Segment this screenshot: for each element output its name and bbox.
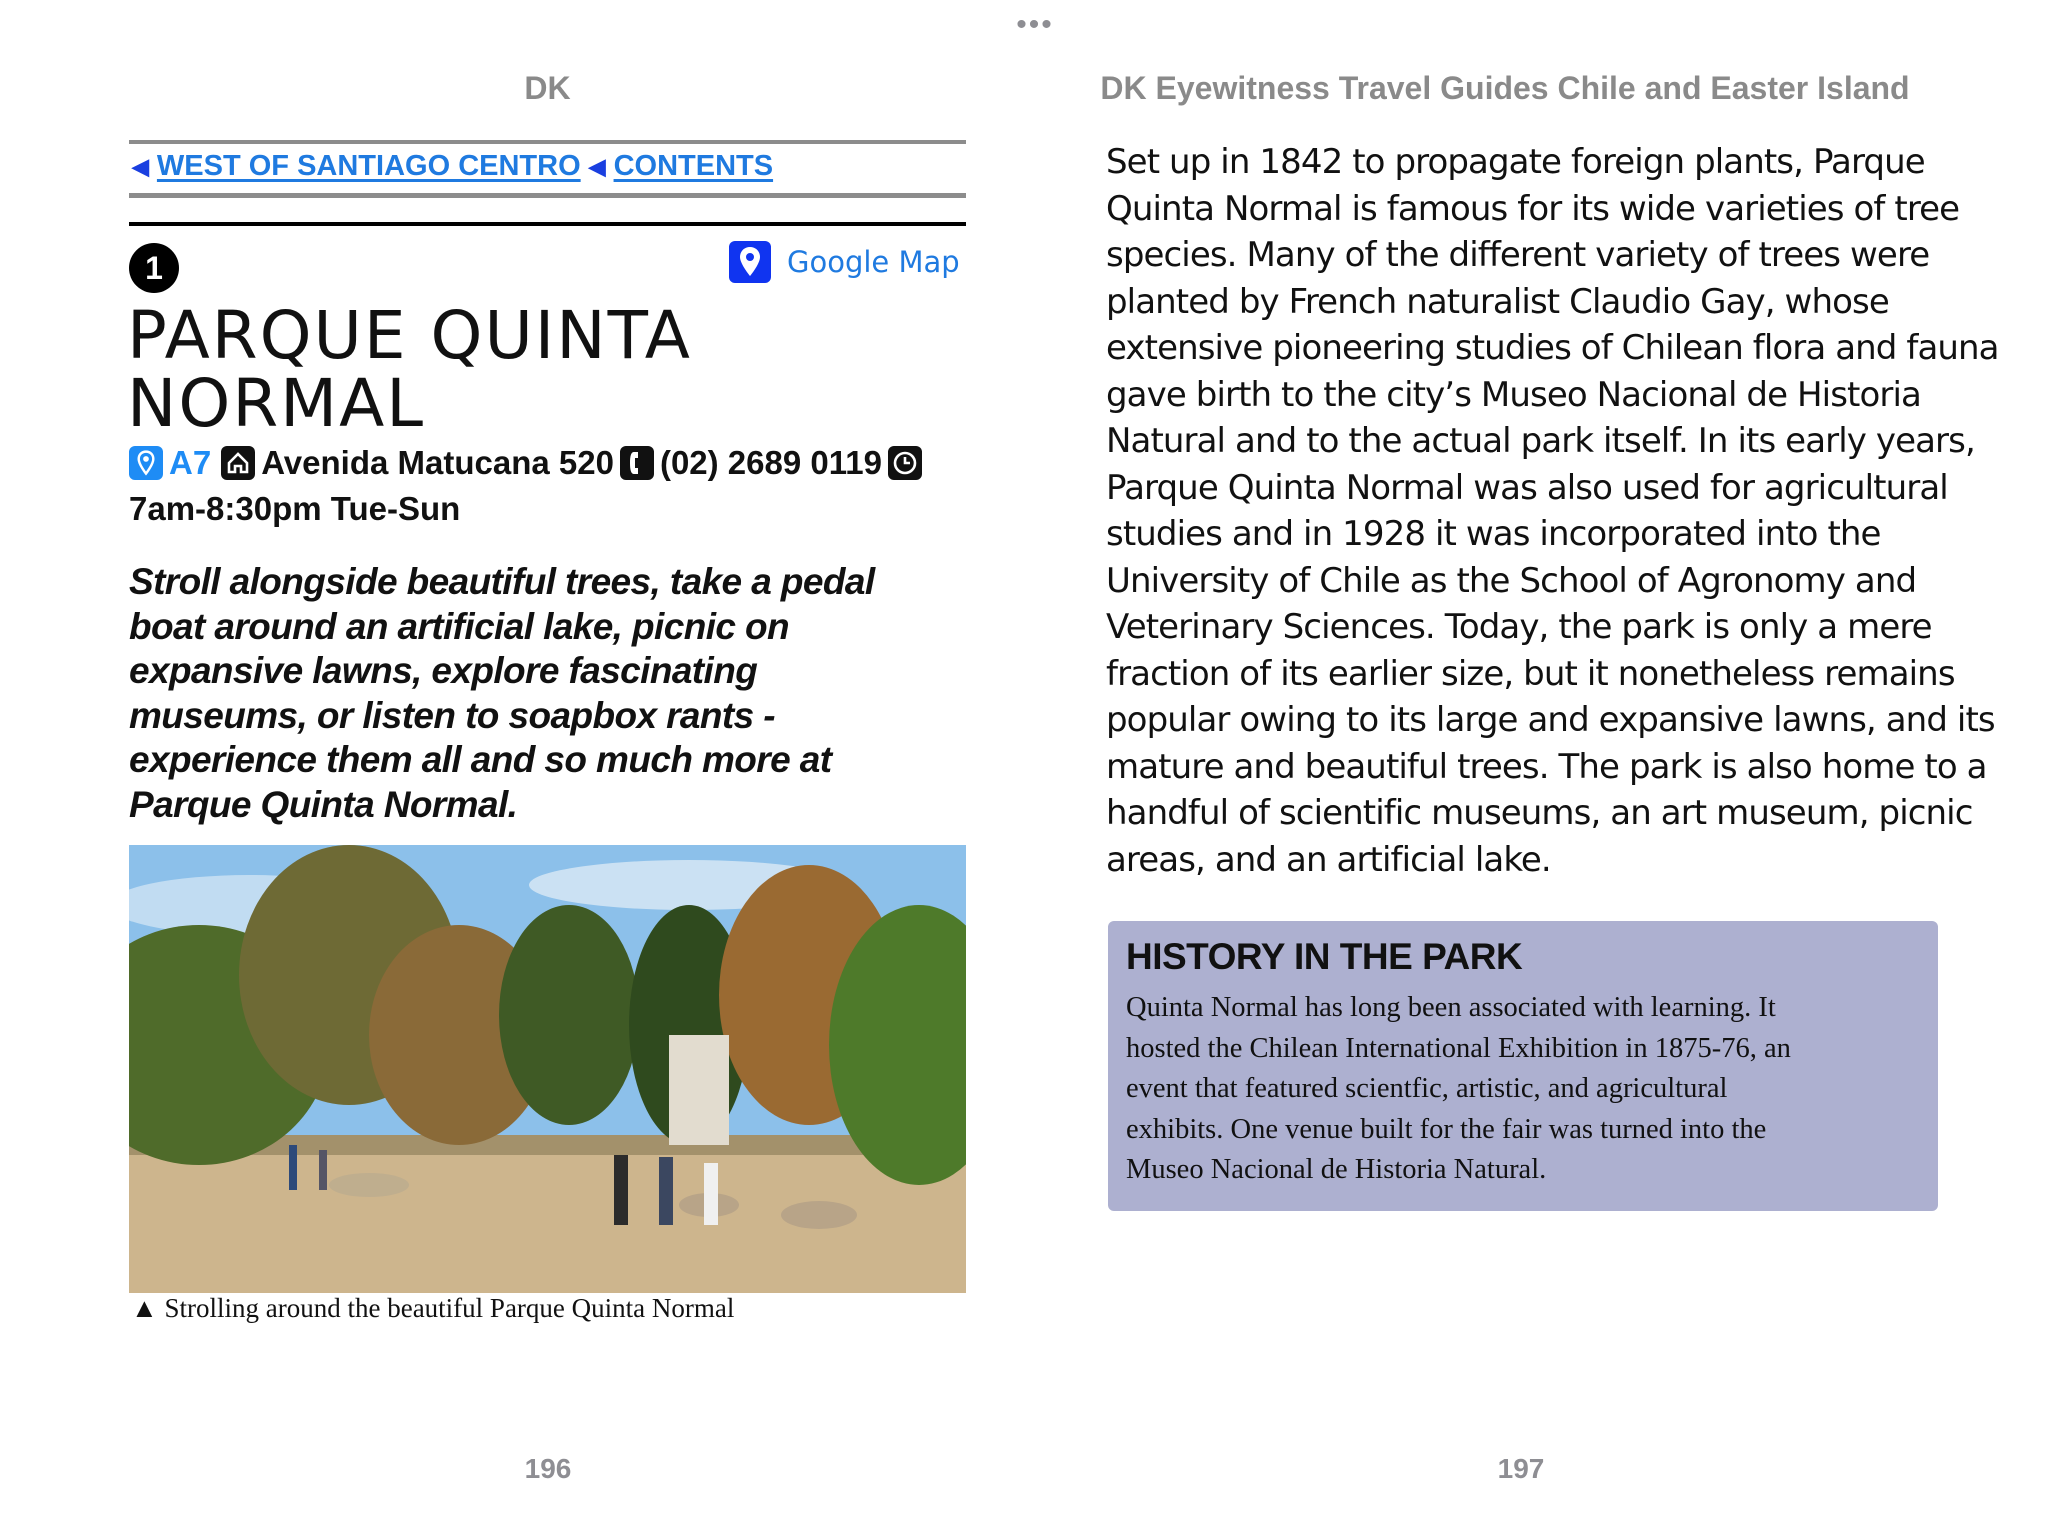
entry-divider xyxy=(129,222,966,226)
google-map-button[interactable] xyxy=(729,241,960,283)
body-line: gave birth to the city’s Museo Nacional de Historia xyxy=(1106,374,1921,415)
link-contents[interactable]: CONTENTS xyxy=(613,150,774,182)
body-line: planted by French naturalist Claudio Gay, whose xyxy=(1106,281,1889,322)
right-running-head: DK Eyewitness Travel Guides Chile and Easter Island xyxy=(1100,70,1910,106)
history-box-title: HISTORY IN THE PARK xyxy=(1126,936,1523,977)
info-line xyxy=(129,444,922,482)
map-pin-icon xyxy=(129,446,163,480)
body-line: extensive pioneering studies of Chilean flora and fauna xyxy=(1106,328,1999,368)
page-title xyxy=(127,297,692,442)
body-line: areas, and an artificial lake. xyxy=(1106,839,1551,880)
park-photo-illustration xyxy=(129,845,966,1293)
intro-line: museums, or listen to soapbox rants - xyxy=(129,694,775,736)
phone-number: (02) 2689 0119 xyxy=(659,444,882,481)
home-icon xyxy=(221,446,255,480)
body-line: Veterinary Sciences. Today, the park is only a mere xyxy=(1106,607,1932,647)
body-line: Set up in 1842 to propagate foreign plants, Parque xyxy=(1106,142,1925,182)
caption-triangle-icon: ▲ xyxy=(131,1293,158,1323)
box-line: event that featured scientfic, artistic, and agricultural xyxy=(1126,1073,1728,1104)
body-line: Quinta Normal is famous for its wide varieties of tree xyxy=(1106,188,1960,229)
body-line: handful of scientific museums, an art museum, picnic xyxy=(1106,793,1973,833)
phone-icon xyxy=(620,446,654,480)
clock-icon xyxy=(888,446,922,480)
breadcrumb-nav xyxy=(132,150,773,183)
intro-line: Parque Quinta Normal. xyxy=(129,783,518,825)
body-paragraph xyxy=(1106,139,1999,883)
body-line: Parque Quinta Normal was also used for agricultural xyxy=(1106,467,1948,508)
link-west-of-santiago-centro[interactable]: WEST OF SANTIAGO CENTRO xyxy=(156,150,581,182)
intro-paragraph xyxy=(129,560,969,828)
title-line: PARQUE QUINTA xyxy=(127,297,692,374)
body-line: University of Chile as the School of Agronomy and xyxy=(1106,560,1917,601)
history-box-text xyxy=(1126,988,1926,1191)
body-line: studies and in 1928 it was incorporated into the xyxy=(1106,514,1881,554)
nav-top-divider xyxy=(129,140,966,144)
left-running-head: DK xyxy=(524,70,571,106)
body-line: mature and beautiful trees. The park is also home to a xyxy=(1106,746,1987,787)
box-line: exhibits. One venue built for the fair was turned into the xyxy=(1126,1113,1767,1145)
body-line: Natural and to the actual park itself. In its early years, xyxy=(1106,421,1975,461)
box-line: Museo Nacional de Historia Natural. xyxy=(1126,1154,1547,1185)
google-map-label[interactable]: Google Map xyxy=(787,245,960,279)
nav-bottom-divider xyxy=(129,193,966,198)
map-grid-reference[interactable]: A7 xyxy=(169,444,212,481)
opening-hours: 7am-8:30pm Tue-Sun xyxy=(129,490,461,527)
entry-number-badge: 1 xyxy=(129,243,179,293)
intro-line: expansive lawns, explore fascinating xyxy=(129,650,758,692)
caption-text: Strolling around the beautiful Parque Quinta Normal xyxy=(164,1293,735,1323)
body-line: popular owing to its large and expansive lawns, and its xyxy=(1106,700,1995,740)
map-pin-icon xyxy=(729,241,771,283)
box-line: Quinta Normal has long been associated with learning. It xyxy=(1126,992,1776,1023)
photo-caption xyxy=(131,1293,734,1324)
title-line: NORMAL xyxy=(127,365,426,442)
body-line: fraction of its earlier size, but it nonetheless remains xyxy=(1106,653,1955,694)
intro-line: boat around an artificial lake, picnic on xyxy=(129,605,790,647)
back-arrow-icon: ◀ xyxy=(132,153,149,179)
intro-line: experience them all and so much more at xyxy=(129,739,832,781)
box-line: hosted the Chilean International Exhibition in 1875-76, an xyxy=(1126,1032,1791,1064)
park-photo xyxy=(129,845,966,1293)
left-page-number: 196 xyxy=(524,1453,572,1484)
body-line: species. Many of the different variety of trees were xyxy=(1106,235,1930,275)
right-page-number: 197 xyxy=(1497,1453,1545,1484)
more-menu-icon[interactable]: ••• xyxy=(1016,8,1054,41)
address: Avenida Matucana 520 xyxy=(261,444,614,481)
intro-line: Stroll alongside beautiful trees, take a pedal xyxy=(129,561,875,602)
back-arrow-icon: ◀ xyxy=(588,153,606,179)
